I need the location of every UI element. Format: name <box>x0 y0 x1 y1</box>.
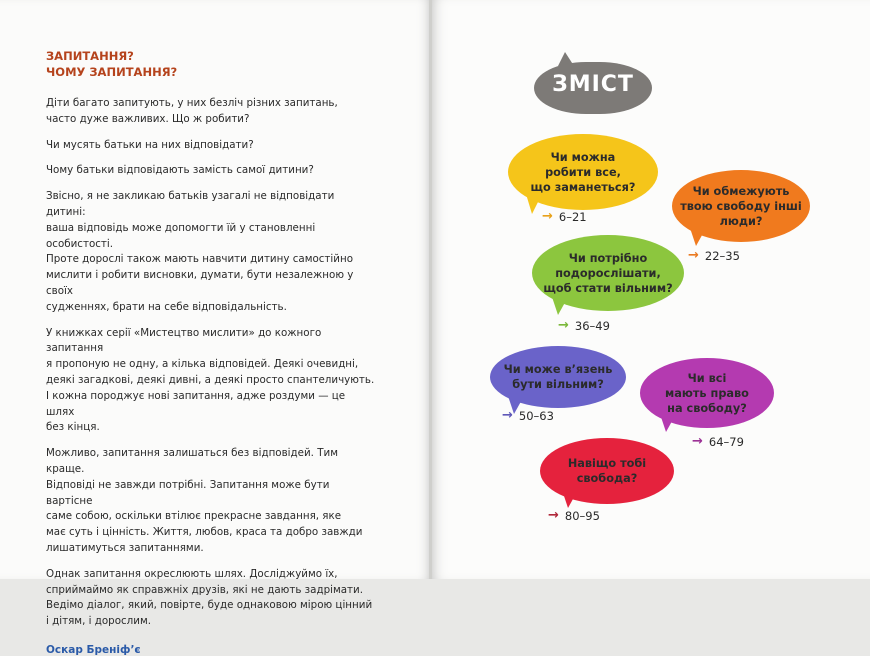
page-range: 22–35 <box>704 248 740 263</box>
page-range: 36–49 <box>574 318 610 333</box>
page-range: 50–63 <box>518 408 554 423</box>
toc-bubble-4[interactable] <box>490 346 626 408</box>
page-range: 64–79 <box>708 434 744 449</box>
toc-pages-1[interactable] <box>542 209 587 224</box>
toc-question-1: Чи можна робити все, що заманеться? <box>530 150 636 194</box>
contents-title-bubble <box>534 52 652 118</box>
arrow-right-icon: → <box>542 209 553 224</box>
heading-line-2: ЧОМУ ЗАПИТАННЯ? <box>46 65 178 79</box>
paragraph-3: Чому батьки відповідають замість самої дитини? <box>46 164 314 177</box>
arrow-right-icon: → <box>688 248 699 263</box>
left-page <box>0 0 430 656</box>
toc-pages-5[interactable] <box>692 434 744 449</box>
toc-pages-4[interactable] <box>502 408 554 423</box>
toc-question-5: Чи всі мають право на свободу? <box>665 371 749 415</box>
toc-pages-2[interactable] <box>688 248 740 263</box>
preface-section <box>46 48 376 656</box>
heading-line-1: ЗАПИТАННЯ? <box>46 49 134 63</box>
paragraph-5: У книжках серії «Мистецтво мислити» до кожного запитання я пропоную не одну, а кілька відповідей. Деякі очевидні, деякі загадкові, деякі дивні, а деякі просто спантеличують. І кожна породжує нові запитання, адже роздуми — це шлях без кінця. <box>46 326 375 434</box>
paragraph-6: Можливо, запитання залишаться без відповідей. Тим краще. Відповіді не завжди потрібні. Запитання може бути вартісне саме собою, оскільки втілює прекрасне завдання, яке має суть і цінність. Життя, любов, краса та добро завжди лишатимуться запитаннями. <box>46 447 363 554</box>
toc-bubble-2[interactable] <box>672 170 810 242</box>
contents-title: ЗМІСТ <box>552 72 634 97</box>
author-signature: Оскар Бреніф’є <box>46 643 141 656</box>
paragraph-7: Однак запитання окреслюють шлях. Досліджуймо їх, сприймаймо як справжніх друзів, які не дають задрімати. Ведімо діалог, який, повірте, буде однаковою мірою цінний і дітям, і дорослим. <box>46 567 373 628</box>
toc-bubble-1[interactable] <box>508 134 658 210</box>
preface-heading <box>46 48 376 80</box>
toc-bubble-5[interactable] <box>640 358 774 428</box>
toc-question-2: Чи обмежують твою свободу інші люди? <box>680 184 802 228</box>
toc-pages-6[interactable] <box>548 508 600 523</box>
paragraph-2: Чи мусять батьки на них відповідати? <box>46 138 254 151</box>
toc-bubble-3[interactable] <box>532 235 684 311</box>
page-range: 80–95 <box>564 508 600 523</box>
toc-question-4: Чи може в’язень бути вільним? <box>503 363 613 391</box>
page-range: 6–21 <box>558 209 587 224</box>
paragraph-4: Звісно, я не закликаю батьків узагалі не відповідати дитині: ваша відповідь може допомогти їй у становленні особистості. Проте дорослі також мають навчити дитину самостійно мислити і робити висновки, думати, бути незалежною у своїх судженнях, брати на себе відповідальність. <box>46 190 354 313</box>
arrow-right-icon: → <box>502 408 513 423</box>
toc-pages-3[interactable] <box>558 318 610 333</box>
toc-question-6: Навіщо тобі свобода? <box>567 457 647 485</box>
toc-question-3: Чи потрібно подорослішати, щоб стати вільним? <box>543 251 673 295</box>
toc-bubble-6[interactable] <box>540 438 674 504</box>
arrow-right-icon: → <box>548 508 559 523</box>
arrow-right-icon: → <box>558 318 569 333</box>
paragraph-1: Діти багато запитують, у них безліч різних запитань, часто дуже важливих. Що ж робити? <box>46 97 338 125</box>
arrow-right-icon: → <box>692 434 703 449</box>
